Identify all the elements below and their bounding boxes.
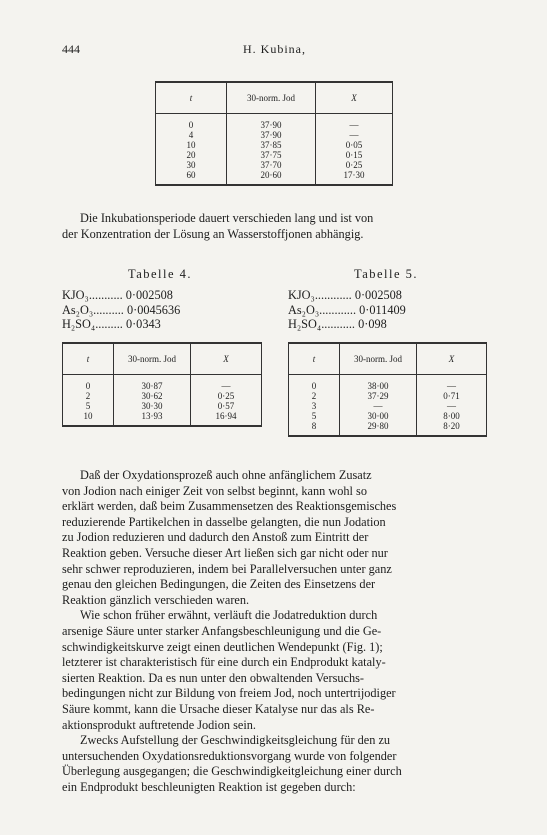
table-cell: 20	[186, 150, 196, 160]
table-cell: 2	[311, 391, 317, 401]
table-cell: 30·62	[114, 391, 191, 401]
column-header: X	[316, 82, 393, 114]
reagent-dots: ............	[319, 302, 357, 317]
text-line: Zwecks Aufstellung der Geschwindigkeitsgleichung für den zu	[80, 733, 391, 748]
table-cell: 13·93	[114, 411, 191, 426]
reagent-line	[62, 288, 180, 303]
table-cell: 5	[311, 411, 317, 421]
data-table-top	[155, 81, 393, 186]
page-number: 444	[62, 42, 80, 56]
text-line: Reaktion geben. Versuche dieser Art ließen sich gar nicht oder nur	[62, 545, 388, 560]
reagent-line	[62, 303, 180, 318]
table-cell: 17·30	[316, 170, 393, 185]
text-line: untersuchenden Oxydationsreduktionsvorgang wurde von folgender	[62, 748, 397, 763]
reagent-name: KJO₃	[288, 288, 315, 302]
reagent-dots: ...........	[321, 317, 356, 331]
table-cell: —	[340, 401, 417, 411]
column-header: t	[156, 82, 227, 114]
table-row	[289, 411, 486, 421]
table-row	[289, 375, 486, 392]
table-cell: 37·75	[227, 150, 316, 160]
text-line: sierten Reaktion. Da es nun unter den obwaltenden Versuchs-	[62, 670, 364, 685]
tabelle-4-title: Tabelle 4.	[127, 267, 193, 281]
table-cell: —	[417, 401, 487, 411]
table-cell: 0	[311, 381, 317, 391]
table-cell: 10	[83, 411, 93, 421]
table-cell: 30·87	[114, 375, 191, 392]
text-line: erklärt werden, daß beim Zusammensetzen des Reaktionsgemisches	[62, 499, 397, 514]
table-row	[156, 170, 392, 185]
table-cell: 0·25	[316, 160, 393, 170]
running-title: H. Kubina,	[243, 42, 306, 56]
text-line: aktionsprodukt auftretende Jodion sein.	[62, 717, 256, 732]
text-line: bedingungen nicht zur Bildung von freiem Jod, noch untertrijodiger	[62, 686, 396, 701]
table-cell: 30	[186, 160, 196, 170]
table-row	[156, 114, 392, 131]
table-cell: 0·05	[316, 140, 393, 150]
table-row	[63, 391, 261, 401]
table-cell: 37·90	[227, 114, 316, 131]
reagent-name: H₂SO₄	[62, 317, 96, 331]
paragraph-inkubation	[62, 211, 485, 242]
table-cell: 8	[311, 421, 317, 431]
table-cell: 0	[188, 120, 194, 130]
reagent-line	[62, 317, 180, 332]
table-cell: 4	[188, 130, 194, 140]
reagent-line	[288, 317, 406, 332]
table-cell: 20·60	[227, 170, 316, 185]
table-cell: 0·15	[316, 150, 393, 160]
column-header: X	[417, 343, 487, 375]
table-row	[63, 375, 261, 392]
text-line: Die Inkubationsperiode dauert verschieden lang und ist von	[80, 211, 374, 225]
text-line: reduzierende Partikelchen in dasselbe gelangten, die nun Jodation	[62, 514, 386, 529]
text-line: sehr schwer reproduzieren, indem bei Parallelversuchen unter ganz	[62, 561, 392, 576]
table-cell: 60	[186, 170, 196, 180]
table-row	[156, 150, 392, 160]
table-cell: 10	[186, 140, 196, 150]
table-cell: 8·00	[417, 411, 487, 421]
table-cell: 16·94	[191, 411, 262, 426]
table-row	[289, 401, 486, 411]
table-row	[289, 421, 486, 436]
text-line: Daß der Oxydationsprozeß auch ohne anfänglichem Zusatz	[80, 468, 372, 482]
paragraph-oxydation	[62, 468, 485, 608]
text-line: Reaktion gänzlich verschieden waren.	[62, 592, 250, 607]
text-line: Wie schon früher erwähnt, verläuft die Jodatreduktion durch	[80, 608, 378, 623]
tabelle-5-reagents	[288, 288, 406, 332]
table-cell: 2	[85, 391, 91, 401]
table-cell: 37·70	[227, 160, 316, 170]
table-cell: 29·80	[340, 421, 417, 436]
reagent-value: 0·098	[358, 317, 387, 331]
table-cell: —	[191, 375, 262, 392]
table-cell: 0	[85, 381, 91, 391]
text-line: von Jodion nach einiger Zeit von selbst beginnt, kann wohl so	[62, 483, 367, 498]
reagent-value: 0·002508	[125, 288, 173, 302]
column-header: 30-norm. Jod	[227, 82, 316, 114]
table-row	[289, 391, 486, 401]
table-row	[63, 401, 261, 411]
reagent-value: 0·002508	[354, 288, 402, 302]
table-cell: 37·29	[340, 391, 417, 401]
table-cell: 37·90	[227, 130, 316, 140]
tabelle-5-title: Tabelle 5.	[353, 267, 419, 281]
reagent-name: As₂O₃	[62, 302, 94, 317]
column-header: t	[289, 343, 340, 375]
reagent-name: H₂SO₄	[288, 317, 322, 331]
table-cell: 30·30	[114, 401, 191, 411]
table-cell: —	[316, 130, 393, 140]
table-cell: 5	[85, 401, 91, 411]
table-cell: 0·71	[417, 391, 487, 401]
table-cell: 8·20	[417, 421, 487, 436]
reagent-dots: ..........	[93, 302, 124, 317]
reagent-line	[288, 303, 406, 318]
reagent-dots: ...........	[88, 288, 123, 302]
table-row	[156, 140, 392, 150]
column-header: 30-norm. Jod	[340, 343, 417, 375]
paragraph-geschwindigkeit	[62, 733, 485, 795]
text-line: Überlegung ausgegangen; die Geschwindigkeitgleichung einer durch	[62, 764, 402, 779]
text-line: Säure kommt, kann die Ursache dieser Katalyse nur das als Re-	[62, 701, 375, 716]
table-cell: 37·85	[227, 140, 316, 150]
tabelle-5-table	[288, 342, 487, 437]
table-cell: 38·00	[340, 375, 417, 392]
reagent-name: KJO₃	[62, 288, 89, 302]
reagent-value: 0·0343	[125, 317, 161, 331]
text-line: schwindigkeitskurve zeigt einen deutlichen Wendepunkt (Fig. 1);	[62, 639, 383, 654]
text-line: zu Jodion reduzieren und dadurch den Anstoß zum Eintritt der	[62, 530, 369, 545]
column-header: X	[191, 343, 262, 375]
reagent-value: 0·0045636	[126, 302, 181, 317]
text-line: der Konzentration der Lösung an Wasserstoffjonen abhängig.	[62, 226, 364, 241]
reagent-name: As₂O₃	[288, 302, 320, 317]
table-row	[156, 130, 392, 140]
text-line: letzterer ist charakteristisch für eine durch ein Endprodukt kataly-	[62, 655, 386, 670]
reagent-line	[288, 288, 406, 303]
table-cell: 30·00	[340, 411, 417, 421]
tabelle-4-table	[62, 342, 262, 427]
text-line: arsenige Säure unter starker Anfangsbeschleunigung und die Ge-	[62, 623, 382, 638]
tabelle-4-reagents	[62, 288, 180, 332]
reagent-dots: ............	[314, 288, 352, 302]
reagent-dots: .........	[95, 317, 123, 331]
table-cell: 0·25	[191, 391, 262, 401]
body-text	[62, 468, 485, 795]
column-header: t	[63, 343, 114, 375]
paragraph-jodatreduktion	[62, 608, 485, 733]
column-header: 30-norm. Jod	[114, 343, 191, 375]
table-cell: —	[316, 114, 393, 131]
page-header	[62, 42, 487, 58]
reagent-value: 0·011409	[359, 302, 406, 317]
table-cell: 0·57	[191, 401, 262, 411]
table-row	[156, 160, 392, 170]
table-row	[63, 411, 261, 426]
text-line: ein Endprodukt beschleunigten Reaktion ist gegeben durch:	[62, 779, 356, 794]
text-line: genau den gleichen Bedingungen, die Zeiten des Einsetzens der	[62, 577, 376, 592]
table-cell: 3	[311, 401, 317, 411]
table-cell: —	[417, 375, 487, 392]
